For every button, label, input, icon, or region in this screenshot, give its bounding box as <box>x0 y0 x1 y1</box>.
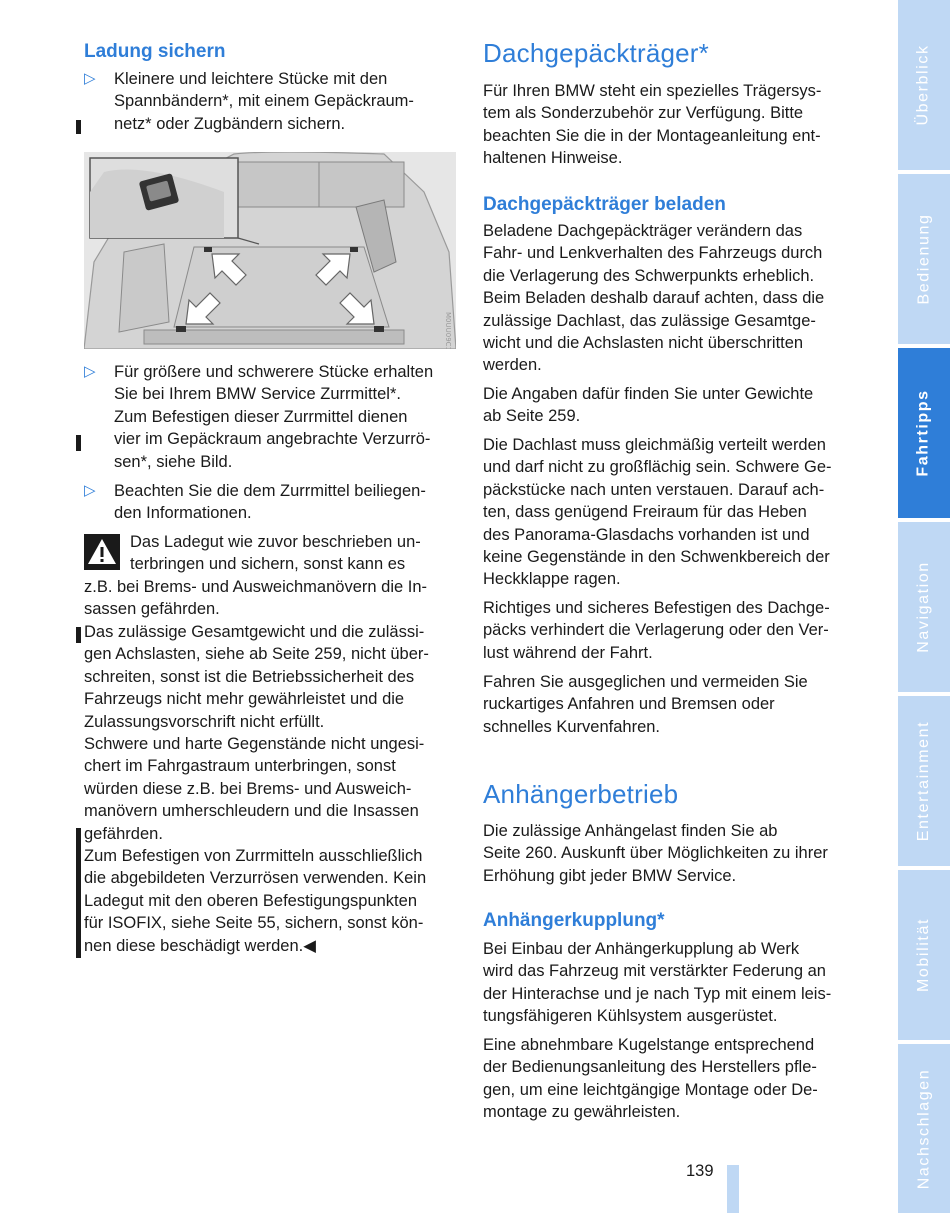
tab-entertainment[interactable]: Entertainment <box>898 696 950 866</box>
tab-bedienung[interactable]: Bedienung <box>898 174 950 344</box>
tab-ueberblick[interactable]: Überblick <box>898 0 950 170</box>
tab-mobilitaet[interactable]: Mobilität <box>898 870 950 1040</box>
change-bar <box>76 828 81 958</box>
paragraph: Die zulässige Anhängelast finden Sie ab Seite 260. Auskunft über Möglichkeiten zu ihrer Erhöhung gibt jeder BMW Service. <box>483 822 828 885</box>
change-bar <box>76 120 81 134</box>
paragraph: Die Dachlast muss gleichmäßig verteilt werden und darf nicht zu großflächig sein. Schwere Ge- päckstücke nach unten verstauen. Darauf ach- ten, dass genügend Freiraum für das Heben des Panorama-Glasdachs vorhanden ist und keine Gegenstände in den Schwenkbereich der Heckklappe ragen. <box>483 436 832 589</box>
bullet-text: Für größere und schwerere Stücke erhalten Sie bei Ihrem BMW Service Zurrmittel*. Zum Befestigen dieser Zurrmittel dienen vier im Gepäckraum angebrachte Verzurrö- sen*, siehe Bild. <box>114 363 434 471</box>
section-title-dachgepaecktraeger: Dachgepäckträger* <box>483 38 709 68</box>
paragraph: Richtiges und sicheres Befestigen des Dachge- päcks verhindert die Verlagerung oder den Ver- lust während der Fahrt. <box>483 599 830 662</box>
paragraph: Fahren Sie ausgeglichen und vermeiden Sie ruckartiges Anfahren und Bremsen oder schnelles Kurvenfahren. <box>483 673 808 736</box>
bullet-item <box>84 68 456 135</box>
paragraph: Die Angaben dafür finden Sie unter Gewichte ab Seite 259. <box>483 385 814 426</box>
page-number: 139 <box>686 1162 714 1180</box>
paragraph: Beladene Dachgepäckträger verändern das Fahr- und Lenkverhalten des Fahrzeugs durch die Verlagerung des Schwerpunkts erheblich. Beim Beladen deshalb darauf achten, dass die zulässige Dachlast, das zulässige Gesamtge- wicht und die Achslasten nicht überschritten werden. <box>483 222 825 375</box>
bullet-item <box>84 480 456 525</box>
tab-nachschlagen[interactable]: Nachschlagen <box>898 1044 950 1213</box>
paragraph: Bei Einbau der Anhängerkupplung ab Werk wird das Fahrzeug mit verstärkter Federung an der Hinterachse und je nach Typ mit einem leis- tungsfähigeren Kühlsystem ausgerüstet. <box>483 940 832 1026</box>
subheading-beladen: Dachgepäckträger beladen <box>483 194 726 215</box>
cargo-area-illustration <box>84 152 456 349</box>
bullet-text: Kleinere und leichtere Stücke mit den Spannbändern*, mit einem Gepäckraum- netz* oder Zugbändern sichern. <box>114 70 414 133</box>
paragraph: Eine abnehmbare Kugelstange entsprechend der Bedienungsanleitung des Herstellers pfle- gen, um eine leichtgängige Montage oder De- montage zu gewährleisten. <box>483 1036 818 1122</box>
bullet-item <box>84 361 456 473</box>
image-code-label: M0UU09C1MA <box>444 312 452 349</box>
triangle-bullet-icon: ▷ <box>84 482 96 499</box>
change-bar <box>76 435 81 451</box>
paragraph: Für Ihren BMW steht ein spezielles Trägersys- tem als Sonderzubehör zur Verfügung. Bitte beachten Sie die in der Montageanleitung ent- haltenen Hinweise. <box>483 82 822 168</box>
paragraph: Das zulässige Gesamtgewicht und die zulässi- gen Achslasten, siehe ab Seite 259, nicht über- schreiten, sonst ist die Betriebssicherheit des Fahrzeugs nicht mehr gewährleistet und die Zulassungsvorschrift nicht erfüllt. Schwere und harte Gegenstände nicht ungesi- chert im Fahrgastraum unterbringen, sonst würden diese z.B. bei Brems- und Ausweich- manövern umherschleudern und die Insassen gefährden. Zum Befestigen von Zurrmitteln ausschließlich die abgebildeten Verzurrösen verwenden. Kein Ladegut mit den oberen Befestigungspunkten für ISOFIX, siehe Seite 55, sichern, sonst kön- nen diese beschädigt werden.◀ <box>84 623 429 955</box>
warning-text: Das Ladegut wie zuvor beschrieben un- terbringen und sichern, sonst kann es z.B. bei Brems- und Ausweichmanövern die In- sassen gefährden. <box>84 533 427 619</box>
subheading-anhaengerkupplung: Anhängerkupplung* <box>483 910 665 931</box>
chapter-tabs <box>898 0 950 1213</box>
tab-navigation[interactable]: Navigation <box>898 522 950 692</box>
triangle-bullet-icon: ▷ <box>84 363 96 380</box>
tab-fahrtipps[interactable]: Fahrtipps <box>898 348 950 518</box>
change-bar <box>76 627 81 643</box>
bullet-text: Beachten Sie die dem Zurrmittel beiliegen- den Informationen. <box>114 482 426 523</box>
section-heading-ladung-sichern: Ladung sichern <box>84 41 226 62</box>
section-title-anhaengerbetrieb: Anhängerbetrieb <box>483 779 679 809</box>
triangle-bullet-icon: ▷ <box>84 70 96 87</box>
page-number-marker <box>727 1165 739 1213</box>
